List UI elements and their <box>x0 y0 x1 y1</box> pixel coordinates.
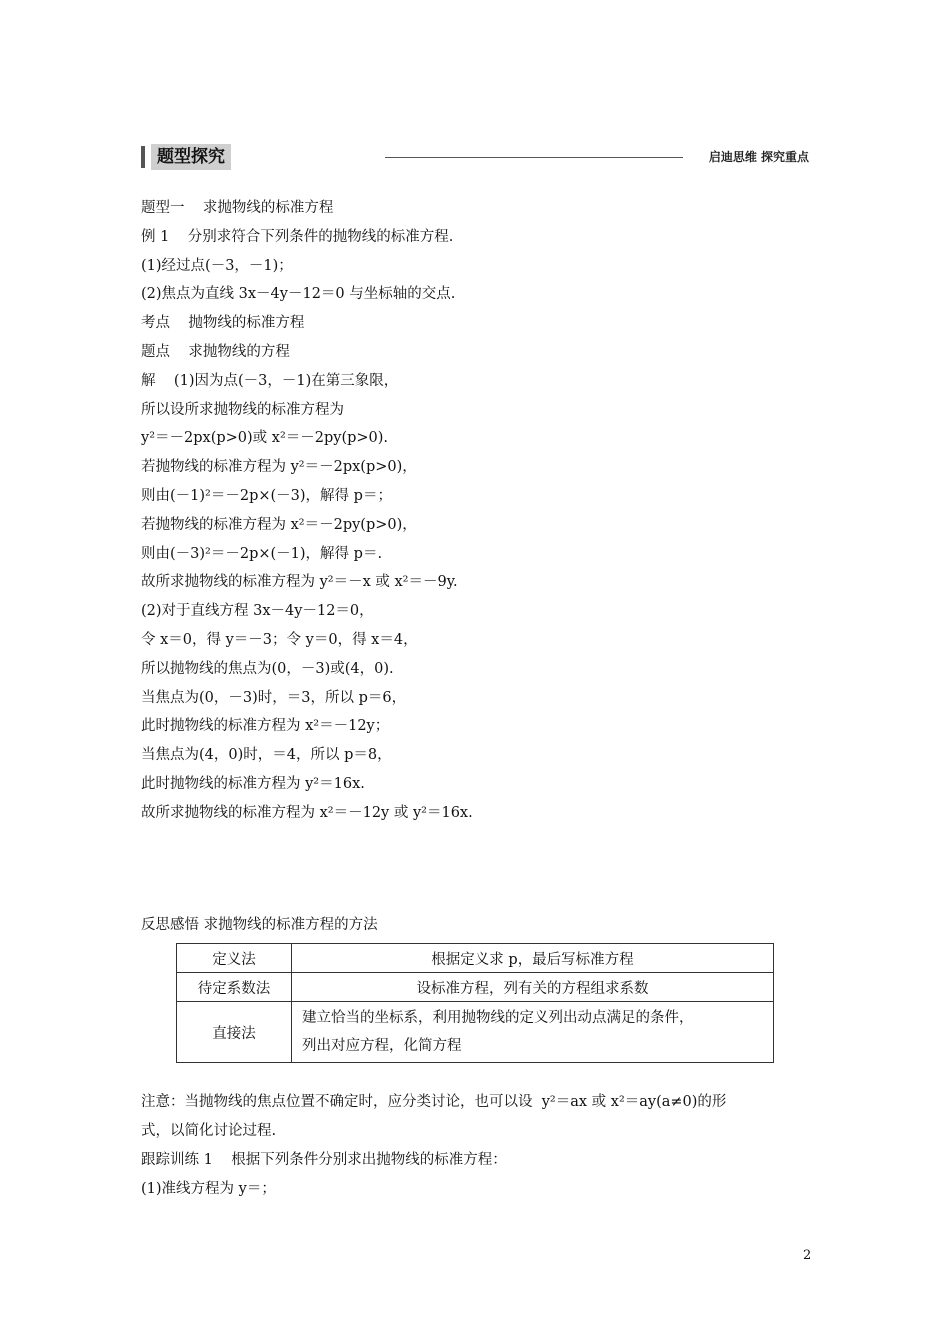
text-line: 解 (1)因为点(－3，－1)在第三象限， <box>141 372 399 389</box>
text-line: 故所求抛物线的标准方程为 x²＝－12y 或 y²＝16x. <box>141 804 473 821</box>
reflection-title: 反思感悟 求抛物线的标准方程的方法 <box>141 917 378 933</box>
text-line: 若抛物线的标准方程为 x²＝－2py(p>0)， <box>141 516 417 533</box>
section-subtitle: 启迪思维 探究重点 <box>708 150 809 164</box>
method-desc: 根据定义求 p，最后写标准方程 <box>292 944 774 973</box>
text-line: 例 1 分别求符合下列条件的抛物线的标准方程. <box>141 228 454 245</box>
header-rule <box>385 157 683 158</box>
text-line: 此时抛物线的标准方程为 y²＝16x. <box>141 775 365 792</box>
table-row <box>177 973 774 1002</box>
methods-table <box>176 943 774 1063</box>
text-line: 则由(－1)²＝－2p×(－3)，解得 p＝； <box>141 487 392 504</box>
note-line: 式，以简化讨论过程. <box>141 1123 277 1139</box>
note-line: 注意：当抛物线的焦点位置不确定时，应分类讨论，也可以设 y²＝ax 或 x²＝ay(a≠0)的形 <box>141 1094 727 1110</box>
method-desc: 设标准方程，列有关的方程组求系数 <box>292 973 774 1002</box>
section-header <box>141 144 813 170</box>
header-bar <box>141 146 145 168</box>
text-line: (2)对于直线方程 3x－4y－12＝0， <box>141 603 374 620</box>
text-line: 当焦点为(0，－3)时，＝3，所以 p＝6， <box>141 689 407 706</box>
text-line: 所以抛物线的焦点为(0，－3)或(4，0). <box>141 660 394 677</box>
text-line: 当焦点为(4，0)时，＝4，所以 p＝8， <box>141 747 392 764</box>
method-name: 定义法 <box>177 944 292 973</box>
section-title: 题型探究 <box>151 144 231 170</box>
main-content <box>141 194 821 828</box>
text-line: (2)焦点为直线 3x－4y－12＝0 与坐标轴的交点. <box>141 286 456 303</box>
text-line: (1)经过点(－3，－1)； <box>141 257 293 274</box>
table-row <box>177 1002 774 1063</box>
text-line: 此时抛物线的标准方程为 x²＝－12y； <box>141 718 390 735</box>
method-name: 待定系数法 <box>177 973 292 1002</box>
text-line: 考点 抛物线的标准方程 <box>141 315 305 332</box>
method-desc <box>292 1002 774 1063</box>
text-line: 所以设所求抛物线的标准方程为 <box>141 401 344 418</box>
text-line: 则由(－3)²＝－2p×(－1)，解得 p＝. <box>141 545 383 562</box>
text-line: 题型一 求抛物线的标准方程 <box>141 200 334 216</box>
table-row <box>177 944 774 973</box>
text-line: 故所求抛物线的标准方程为 y²＝－x 或 x²＝－9y. <box>141 574 458 591</box>
method-desc-line: 列出对应方程，化简方程 <box>302 1038 462 1054</box>
page-number: 2 <box>803 1248 812 1263</box>
text-line: 令 x＝0，得 y＝－3；令 y＝0，得 x＝4， <box>141 631 418 648</box>
text-line: y²＝－2px(p>0)或 x²＝－2py(p>0). <box>141 430 389 447</box>
method-name: 直接法 <box>177 1002 292 1063</box>
text-line: 题点 求抛物线的方程 <box>141 343 290 360</box>
method-desc-line: 建立恰当的坐标系，利用抛物线的定义列出动点满足的条件， <box>302 1010 694 1026</box>
note-line: 跟踪训练 1 根据下列条件分别求出抛物线的标准方程： <box>141 1152 507 1168</box>
text-line: 若抛物线的标准方程为 y²＝－2px(p>0)， <box>141 459 417 476</box>
note-block <box>141 1088 821 1204</box>
note-line: (1)准线方程为 y＝； <box>141 1181 276 1197</box>
